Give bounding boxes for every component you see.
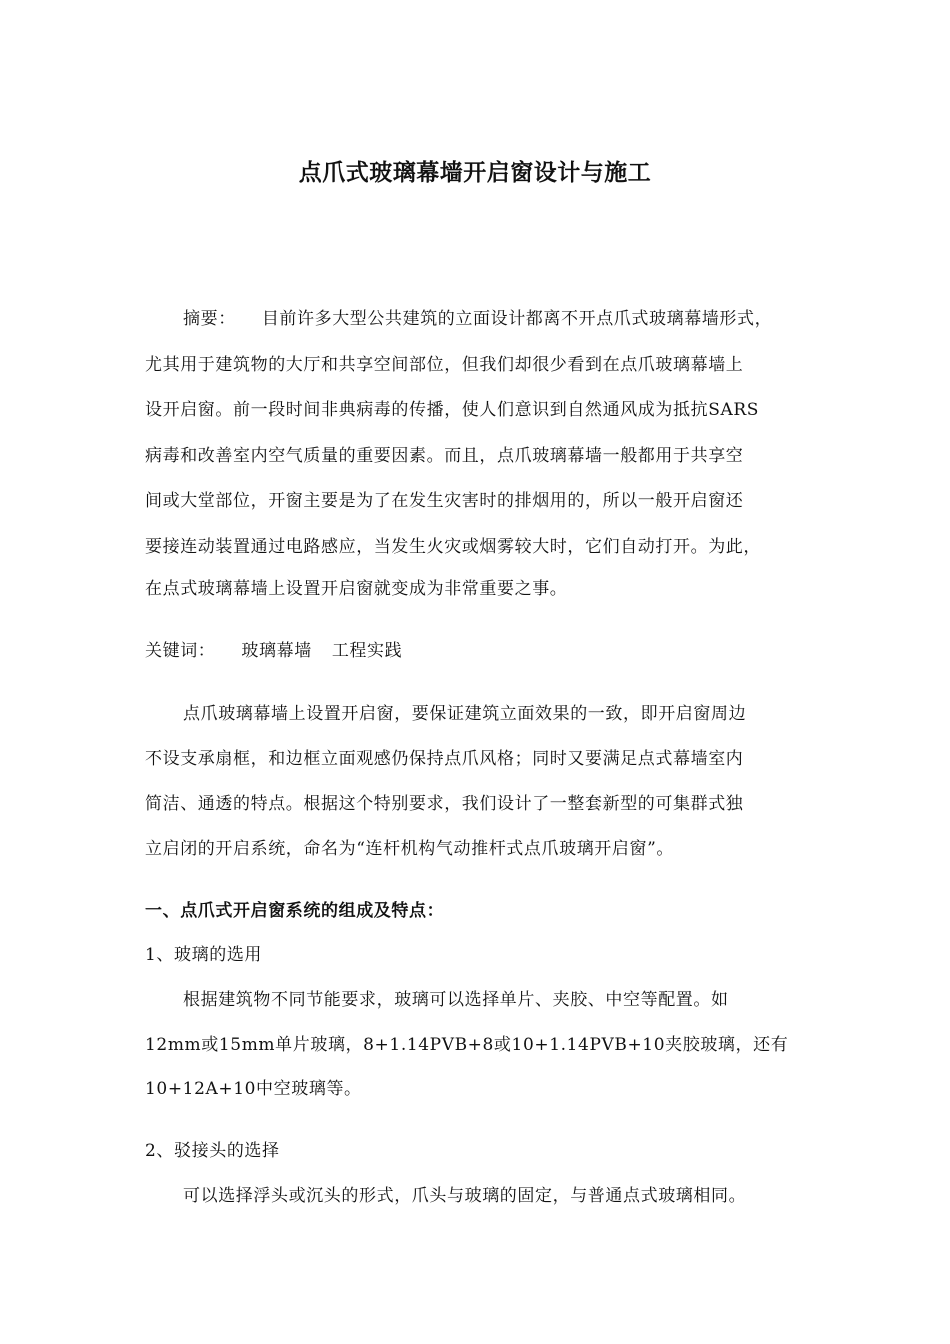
abstract-first-line bbox=[183, 307, 772, 331]
intro-text-line: 不设支承扇框，和边框立面观感仍保持点爪风格；同时又要满足点式幕墙室内 bbox=[145, 749, 744, 769]
intro-text-line: 立启闭的开启系统，命名为“连杆机构气动推杆式点爪玻璃开启窗”。 bbox=[145, 839, 674, 859]
abstract-text-line: 病毒和改善室内空气质量的重要因素。而且，点爪玻璃幕墙一般都用于共享空 bbox=[145, 446, 744, 466]
abstract-text-line: 在点式玻璃幕墙上设置开启窗就变成为非常重要之事。 bbox=[145, 579, 568, 599]
intro-text-line: 简洁、通透的特点。根据这个特别要求，我们设计了一整套新型的可集群式独 bbox=[145, 794, 744, 814]
abstract-text-line: 要接连动装置通过电路感应，当发生火灾或烟雾较大时，它们自动打开。为此， bbox=[145, 537, 761, 557]
subsection-text-line: 10+12A+10中空玻璃等。 bbox=[145, 1079, 362, 1099]
abstract-text-line: 间或大堂部位，开窗主要是为了在发生灾害时的排烟用的，所以一般开启窗还 bbox=[145, 491, 744, 511]
section-heading: 一、点爪式开启窗系统的组成及特点： bbox=[145, 901, 445, 921]
intro-text-line: 点爪玻璃幕墙上设置开启窗，要保证建筑立面效果的一致，即开启窗周边 bbox=[183, 704, 747, 724]
abstract-text-line: 尤其用于建筑物的大厅和共享空间部位，但我们却很少看到在点爪玻璃幕墙上 bbox=[145, 355, 744, 375]
abstract-text-line: 设开启窗。前一段时间非典病毒的传播，使人们意识到自然通风成为抵抗SARS bbox=[145, 400, 759, 420]
keywords-line bbox=[145, 639, 402, 663]
abstract-label: 摘要： bbox=[183, 309, 236, 329]
subsection-heading: 2、驳接头的选择 bbox=[145, 1141, 280, 1161]
keyword-item: 玻璃幕墙 bbox=[241, 641, 312, 661]
document-title: 点爪式玻璃幕墙开启窗设计与施工 bbox=[298, 160, 652, 186]
subsection-text-line: 12mm或15mm单片玻璃，8+1.14PVB+8或10+1.14PVB+10夹胶玻璃，还有 bbox=[145, 1035, 789, 1055]
subsection-heading: 1、玻璃的选用 bbox=[145, 945, 263, 965]
subsection-text-line: 根据建筑物不同节能要求，玻璃可以选择单片、夹胶、中空等配置。如 bbox=[183, 990, 729, 1010]
keywords-label: 关键词： bbox=[145, 641, 216, 661]
abstract-text-line: 目前许多大型公共建筑的立面设计都离不开点爪式玻璃幕墙形式， bbox=[261, 309, 773, 329]
keyword-item: 工程实践 bbox=[331, 641, 403, 661]
subsection-text-line: 可以选择浮头或沉头的形式，爪头与玻璃的固定，与普通点式玻璃相同。 bbox=[183, 1186, 747, 1206]
